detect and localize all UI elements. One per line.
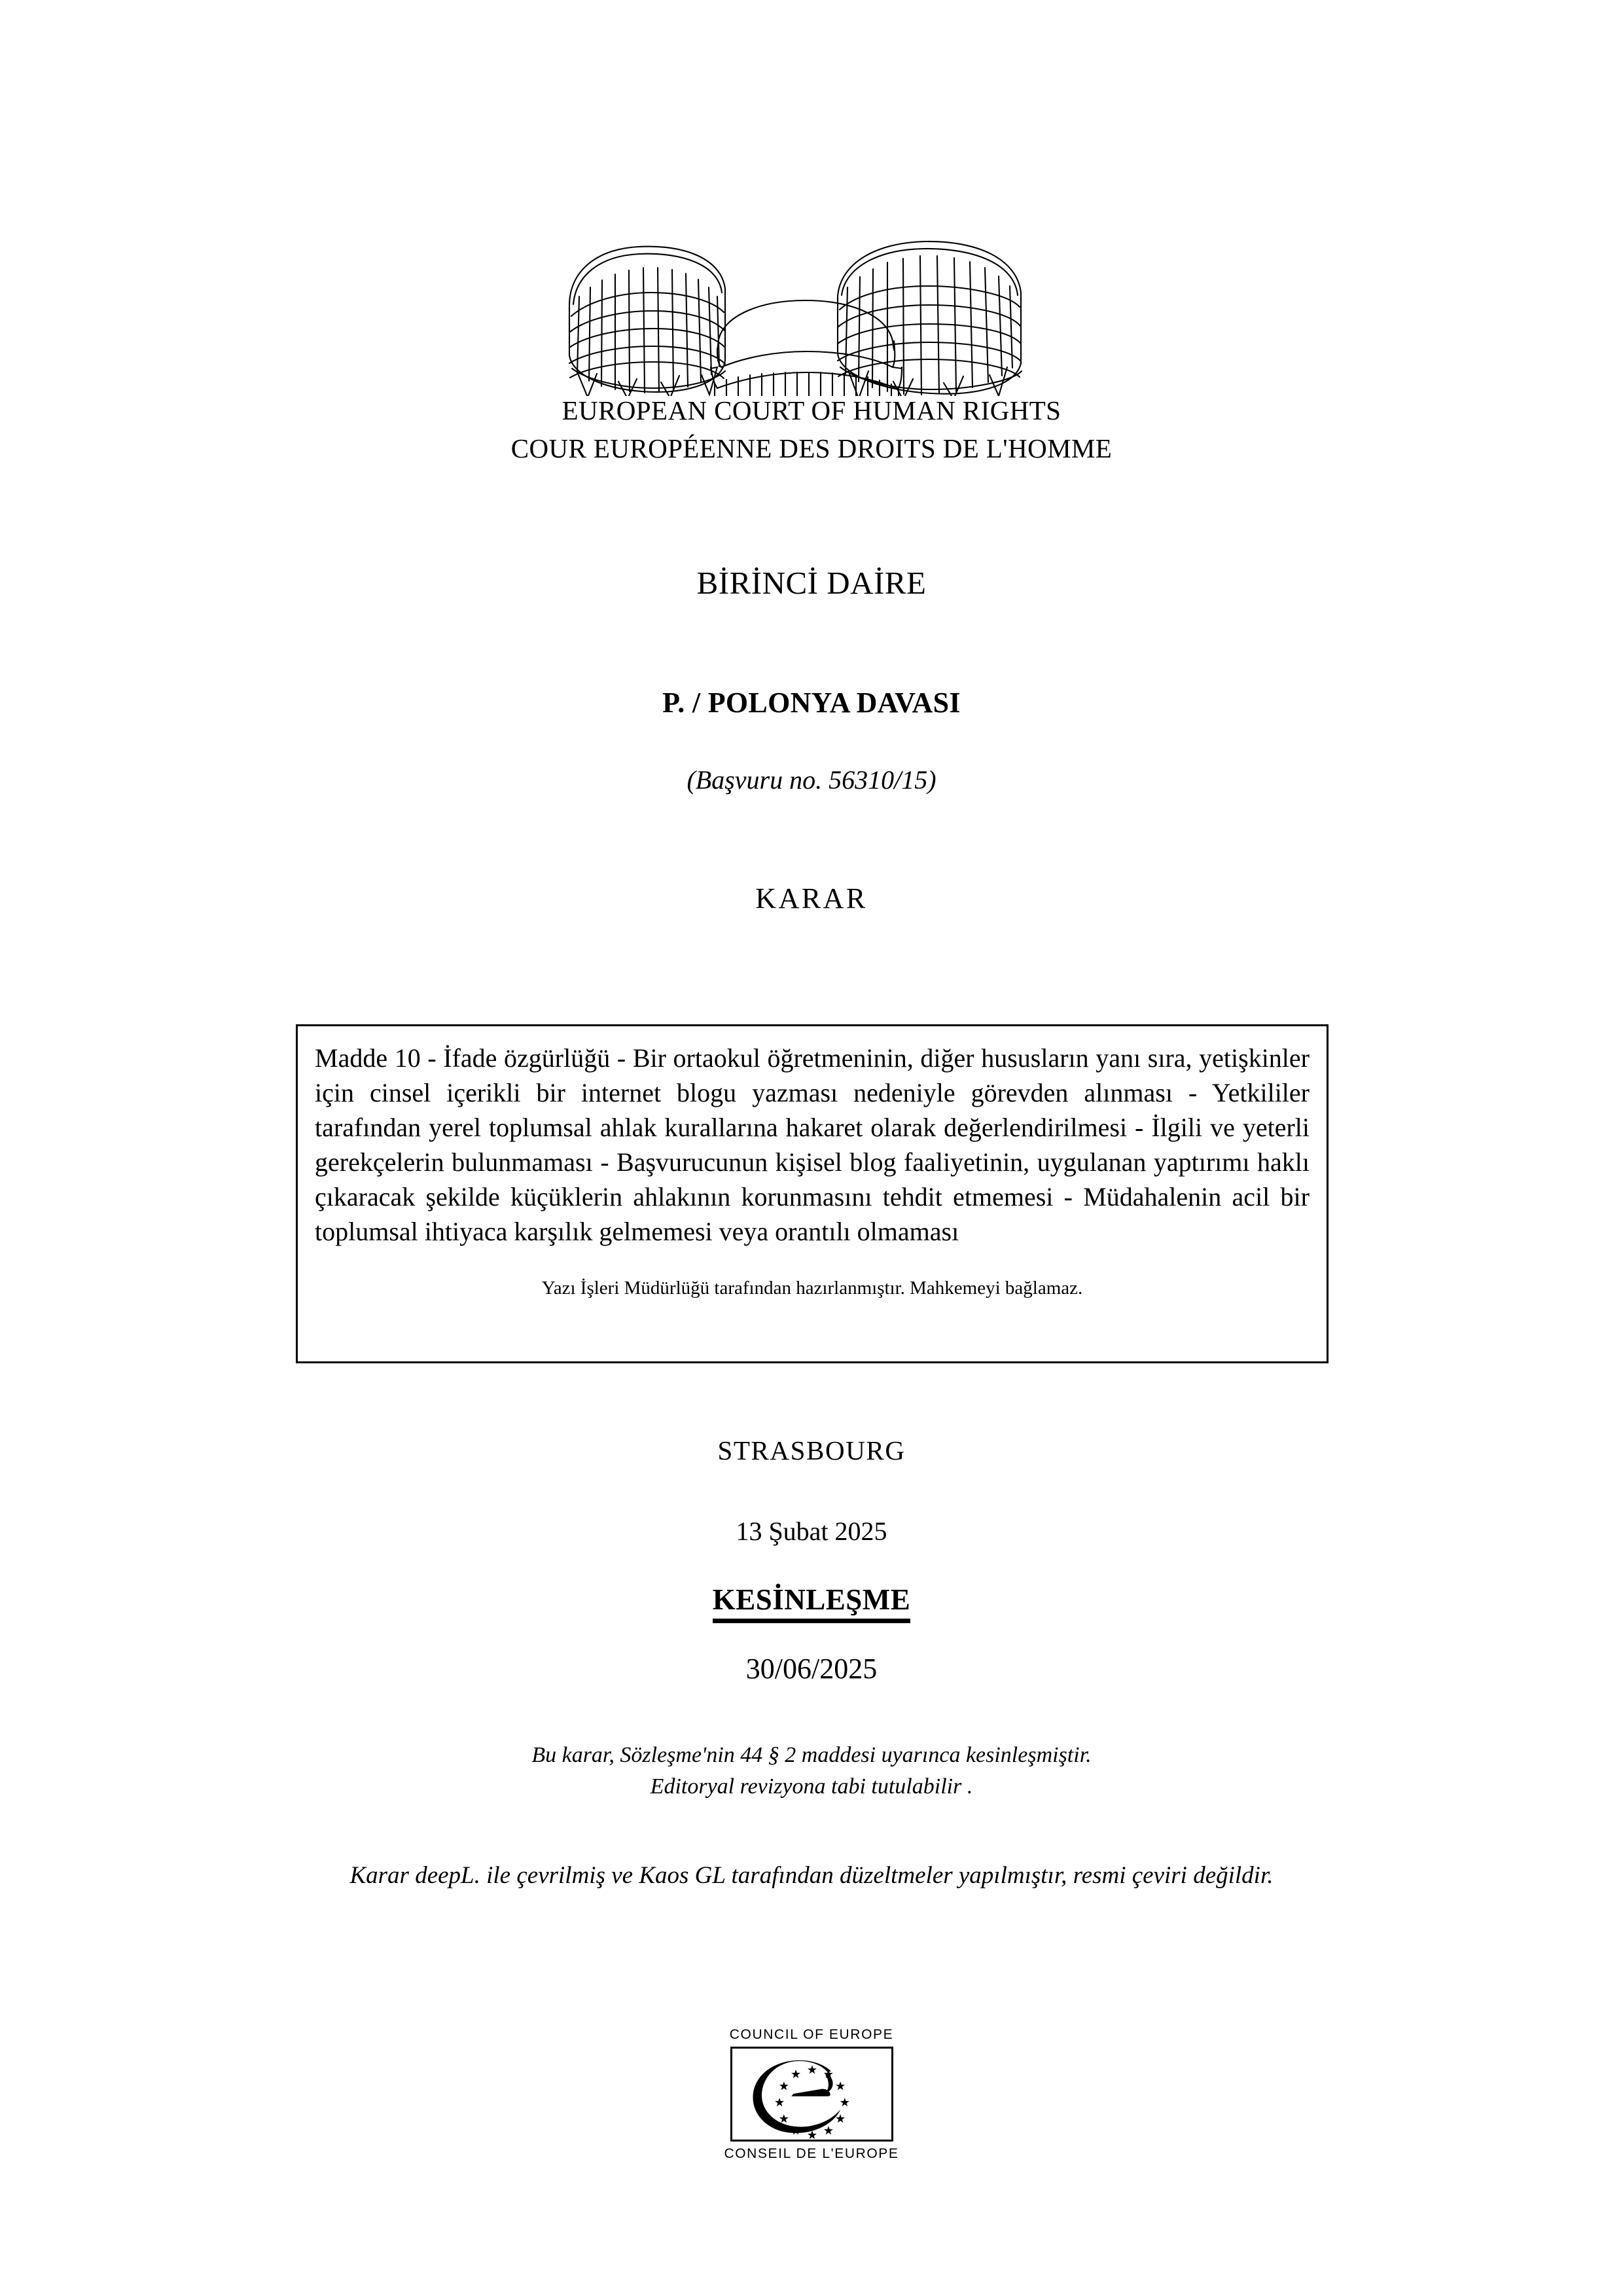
council-of-europe-logo	[717, 2026, 906, 2163]
translation-note: Karar deepL. ile çevrilmiş ve Kaos GL tarafından düzeltmeler yapılmıştır, resmi çeviri değildir.	[349, 1862, 1274, 1889]
judgment-date: 13 Şubat 2025	[736, 1516, 887, 1546]
echr-building-emblem-icon	[550, 232, 1073, 396]
finality-note-line-2: Editoryal revizyona tabi tutulabilir .	[650, 1774, 973, 1799]
case-title: P. / POLONYA DAVASI	[662, 687, 961, 719]
section-name: BİRİNCİ DAİRE	[696, 565, 927, 601]
coe-emblem-frame	[730, 2047, 893, 2142]
coe-caption-english: COUNCIL OF EUROPE	[729, 2027, 894, 2042]
place-of-judgment: STRASBOURG	[717, 1435, 906, 1465]
application-number: (Başvuru no. 56310/15)	[687, 765, 936, 795]
org-line-french: COUR EUROPÉENNE DES DROITS DE L'HOMME	[510, 433, 1113, 463]
finality-date: 30/06/2025	[745, 1653, 878, 1685]
organisation-header	[0, 391, 1623, 467]
legal-summary-text: Madde 10 - İfade özgürlüğü - Bir ortaokul öğretmeninin, diğer hususların yanı sıra, yetişkinler için cinsel içerikli bir internet blogu yazması nedeniyle görevden alınması - Yetkililer tarafından yerel toplumsal ahlak kurallarına hakaret olarak değerlendirilmesi - İlgili ve yeterli gerekçelerin bulunmaması - Başvurucunun kişisel blog faaliyetinin, uygulanan yaptırımı haklı çıkaracak şekilde küçüklerin ahlakının korunmasını tehdit etmemesi - Müdahalenin acil bir toplumsal ihtiyaca karşılık gelmemesi veya orantılı olmaması	[315, 1043, 1310, 1246]
legal-summary-disclaimer: Yazı İşleri Müdürlüğü tarafından hazırlanmıştır. Mahkemeyi bağlamaz.	[541, 1278, 1083, 1299]
legal-summary-box	[296, 1024, 1329, 1363]
finality-label-wrapper	[0, 1583, 1623, 1623]
finality-label: KESİNLEŞME	[713, 1583, 911, 1623]
org-line-english: EUROPEAN COURT OF HUMAN RIGHTS	[562, 395, 1061, 425]
finality-note-line-1: Bu karar, Sözleşme'nin 44 § 2 maddesi uyarınca kesinleşmiştir.	[531, 1743, 1092, 1767]
coe-caption-french: CONSEIL DE L'EUROPE	[724, 2146, 899, 2161]
finality-note	[0, 1740, 1623, 1803]
judgment-heading: KARAR	[755, 882, 868, 914]
